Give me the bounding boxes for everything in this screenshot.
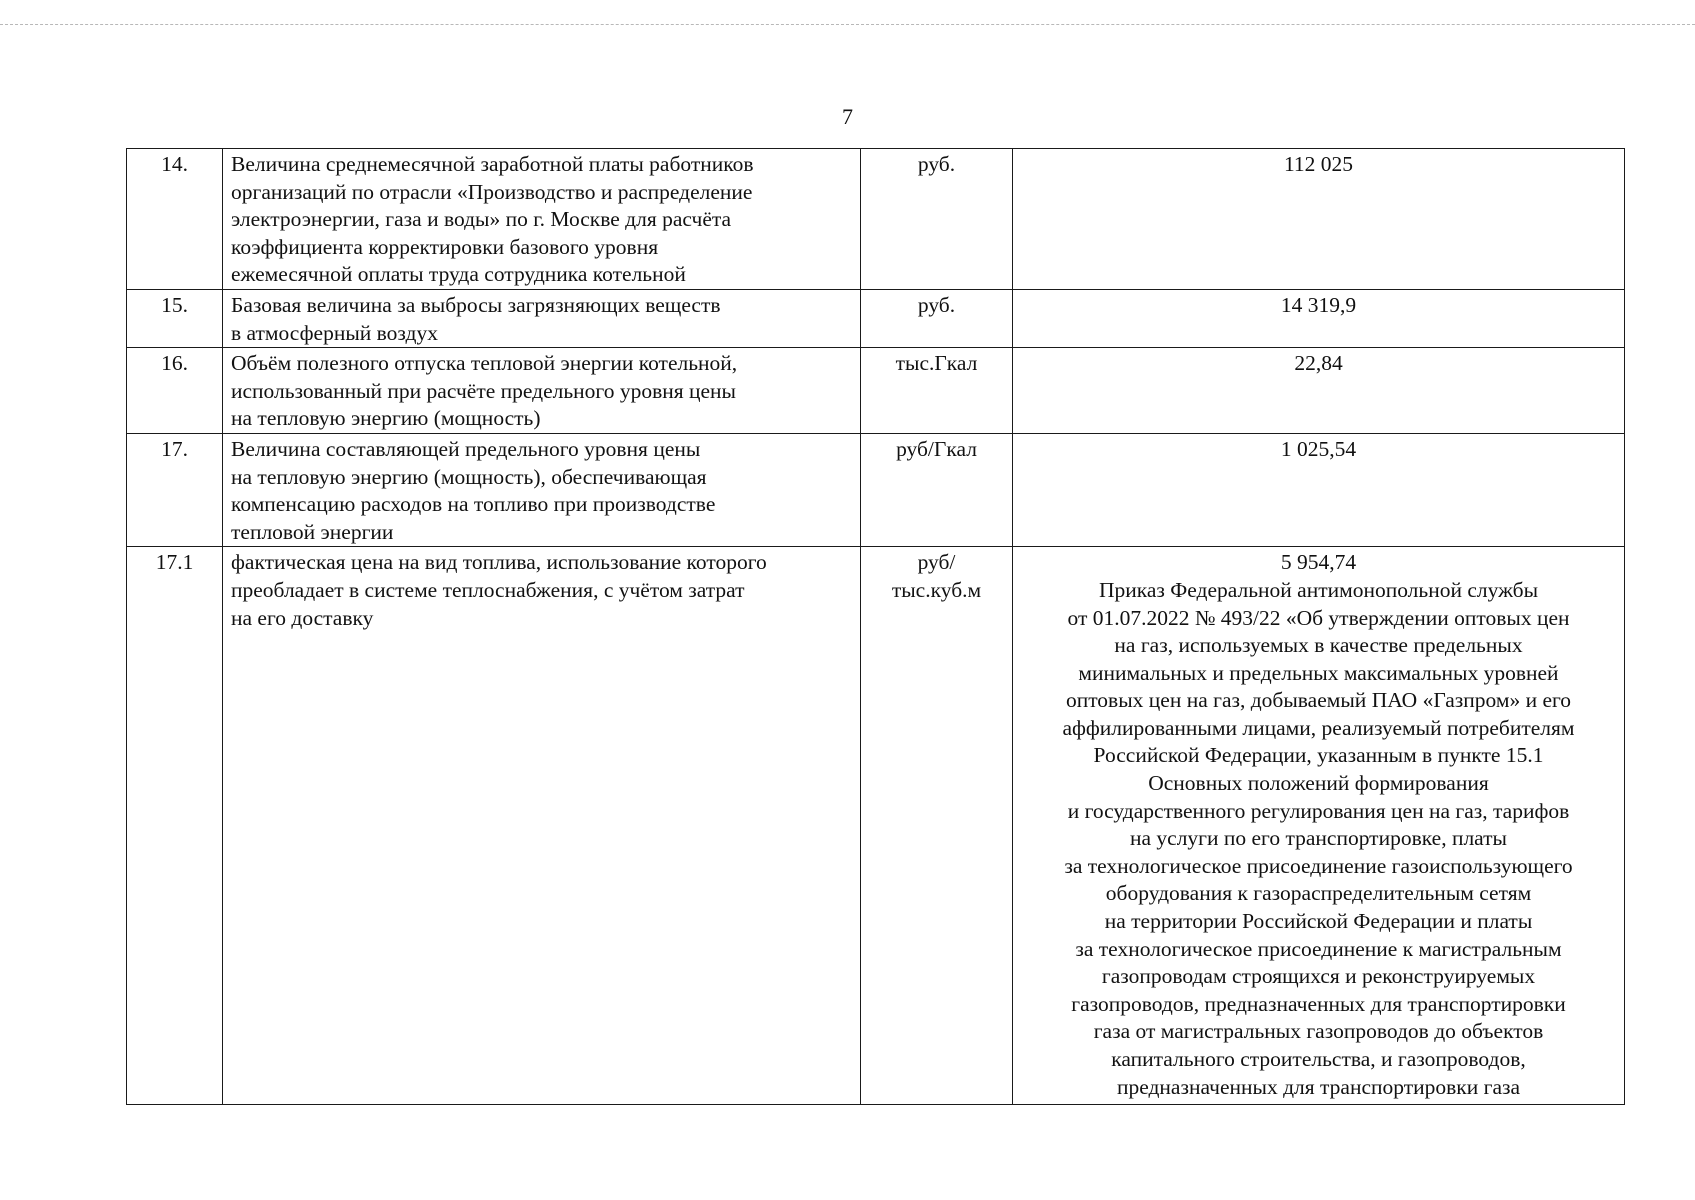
unit-cell — [861, 547, 1013, 1105]
parameters-table — [126, 148, 1625, 1105]
table-row — [127, 348, 1625, 434]
parameter-name — [223, 433, 861, 546]
legal-reference-line: газопроводам строящихся и реконструируемых — [1101, 964, 1536, 989]
row-number: 15. — [127, 289, 223, 347]
parameter-name-line: компенсацию расходов на топливо при производстве — [231, 492, 716, 517]
parameter-value: 5 954,74 — [1280, 550, 1357, 575]
row-number: 17.1 — [127, 547, 223, 1105]
unit-cell — [861, 433, 1013, 546]
parameter-name-line: ежемесячной оплаты труда сотрудника котельной — [231, 262, 686, 287]
legal-reference-line: и государственного регулирования цен на газ, тарифов — [1067, 798, 1570, 823]
unit-line: руб/ — [917, 550, 956, 575]
parameter-name-line: преобладает в системе теплоснабжения, с учётом затрат — [231, 577, 745, 602]
value-cell — [1013, 433, 1625, 546]
parameter-name-line: тепловой энергии — [231, 519, 394, 544]
parameter-name — [223, 289, 861, 347]
value-cell — [1013, 348, 1625, 434]
parameter-name — [223, 149, 861, 290]
parameter-value: 14 319,9 — [1280, 292, 1357, 317]
table-row — [127, 149, 1625, 290]
parameter-name-line: фактическая цена на вид топлива, использование которого — [231, 550, 767, 575]
row-number: 17. — [127, 433, 223, 546]
unit-line: руб. — [917, 292, 956, 317]
legal-reference-line: на газ, используемых в качестве предельных — [1114, 633, 1523, 658]
parameter-value: 1 025,54 — [1280, 436, 1357, 461]
legal-reference-line: за технологическое присоединение к магистральным — [1075, 936, 1562, 961]
parameter-value: 112 025 — [1283, 152, 1354, 176]
parameter-name-line: Объём полезного отпуска тепловой энергии котельной, — [231, 351, 738, 376]
legal-reference-line: предназначенных для транспортировки газа — [1116, 1074, 1521, 1099]
unit-line: руб/Гкал — [896, 436, 977, 461]
unit-line: руб. — [917, 152, 956, 176]
legal-reference-line: на услуги по его транспортировке, платы — [1129, 826, 1508, 851]
parameter-name-line: Базовая величина за выбросы загрязняющих веществ — [231, 292, 721, 317]
legal-reference-line: Приказ Федеральной антимонопольной службы — [1098, 577, 1539, 602]
parameter-name-line: использованный при расчёте предельного уровня цены — [231, 378, 736, 403]
legal-reference-line: капитального строительства, и газопроводов, — [1111, 1047, 1526, 1071]
unit-line: тыс.куб.м — [891, 577, 982, 602]
legal-reference-line: минимальных и предельных максимальных уровней — [1078, 660, 1559, 685]
parameter-name-line: организаций по отрасли «Производство и распределение — [231, 179, 753, 204]
unit-cell — [861, 289, 1013, 347]
legal-reference-line: оптовых цен на газ, добываемый ПАО «Газпром» и его — [1065, 688, 1572, 713]
parameter-name-line: Величина составляющей предельного уровня цены — [231, 436, 701, 461]
parameter-name — [223, 547, 861, 1105]
legal-reference-line: на территории Российской Федерации и платы — [1104, 909, 1533, 934]
parameter-name-line: Величина среднемесячной заработной платы работников — [231, 152, 754, 176]
legal-reference-line: газа от магистральных газопроводов до объектов — [1093, 1019, 1544, 1044]
legal-reference-line: за технологическое присоединение газоиспользующего — [1064, 853, 1573, 878]
value-cell — [1013, 547, 1625, 1105]
parameter-value: 22,84 — [1294, 351, 1343, 376]
legal-reference-line: оборудования к газораспределительным сетям — [1105, 881, 1532, 906]
legal-reference-line: газопроводов, предназначенных для транспортировки — [1071, 991, 1566, 1016]
parameter-name — [223, 348, 861, 434]
row-number: 16. — [127, 348, 223, 434]
row-number: 14. — [127, 149, 223, 290]
unit-cell — [861, 149, 1013, 290]
unit-line: тыс.Гкал — [895, 351, 978, 376]
page-number: 7 — [842, 104, 853, 129]
legal-reference-line: Российской Федерации, указанным в пункте 15.1 — [1093, 743, 1544, 768]
table-row — [127, 433, 1625, 546]
parameter-name-line: на его доставку — [231, 605, 374, 630]
legal-reference-line: Основных положений формирования — [1148, 771, 1489, 796]
parameter-name-line: в атмосферный воздух — [231, 320, 438, 345]
legal-reference-line: от 01.07.2022 № 493/22 «Об утверждении оптовых цен — [1067, 605, 1570, 630]
parameter-name-line: коэффициента корректировки базового уровня — [231, 234, 659, 259]
value-cell — [1013, 149, 1625, 290]
legal-reference-line: аффилированными лицами, реализуемый потребителям — [1062, 715, 1575, 740]
parameter-name-line: на тепловую энергию (мощность), обеспечивающая — [231, 464, 707, 489]
parameter-name-line: электроэнергии, газа и воды» по г. Москве для расчёта — [231, 207, 732, 232]
legal-reference — [1021, 577, 1616, 1101]
unit-cell — [861, 348, 1013, 434]
table-row — [127, 289, 1625, 347]
scan-edge-line — [0, 24, 1695, 25]
table-row — [127, 547, 1625, 1105]
value-cell — [1013, 289, 1625, 347]
parameter-name-line: на тепловую энергию (мощность) — [231, 406, 541, 431]
